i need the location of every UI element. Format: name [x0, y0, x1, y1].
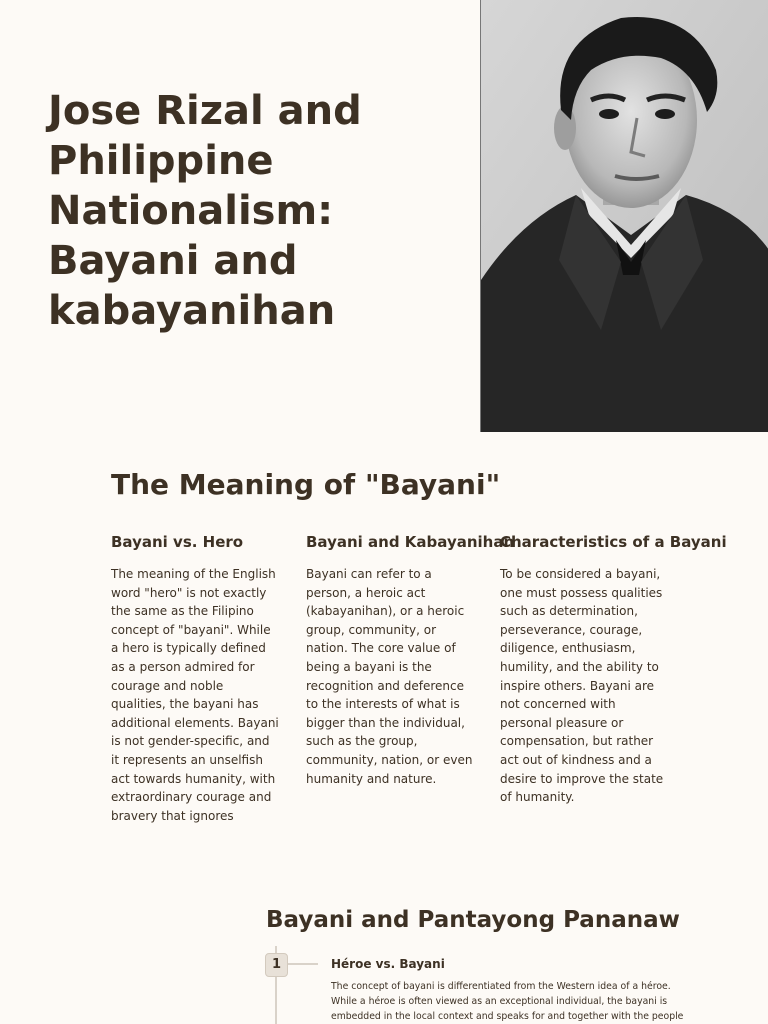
hero-section [0, 0, 768, 432]
section-title-meaning: The Meaning of "Bayani" [111, 468, 501, 501]
column-body: To be considered a bayani, one must possess qualities such as determination, perseverance, courage, diligence, enthusiasm, humility, and the ability to inspire others. Bayani are not concerned with personal pleasure or compensation, but rather act out of kindness and a desire to improve the state of humanity. [500, 567, 664, 805]
timeline-connector [286, 963, 318, 965]
step-body: The concept of bayani is differentiated from the Western idea of a héroe. While a héroe is often viewed as an exceptional individual, the bayani is embedded in the local context and speaks for and together with the people [331, 981, 684, 1022]
step-number-badge: 1 [265, 953, 288, 977]
column-characteristics [500, 532, 727, 807]
portrait-photo-icon [481, 0, 768, 432]
step-title: Héroe vs. Bayani [331, 957, 445, 971]
column-body: Bayani can refer to a person, a heroic act (kabayanihan), or a heroic group, community, or nation. The core value of being a bayani is the recognition and deference to the interests of what is bigger than the individual, such as the group, community, nation, or even humanity and nature. [306, 567, 473, 786]
column-bayani-vs-hero [111, 532, 279, 825]
page-title: Jose Rizal and Philippine Nationalism: Bayani and kabayanihan [48, 88, 362, 334]
column-body: The meaning of the English word "hero" is not exactly the same as the Filipino concept of "bayani". While a hero is typically defined as a person admired for courage and noble qualities, the bayani has additional elements. Bayani is not gender-specific, and it represents an unselfish act towards humanity, with extraordinary courage and bravery that ignores [111, 567, 279, 823]
column-heading: Characteristics of a Bayani [500, 533, 727, 551]
column-heading: Bayani and Kabayanihan [306, 533, 515, 551]
column-bayani-and-kabayanihan [306, 532, 515, 788]
section-title-pantayong: Bayani and Pantayong Pananaw [266, 907, 680, 933]
portrait-photo [480, 0, 768, 432]
column-heading: Bayani vs. Hero [111, 533, 244, 551]
